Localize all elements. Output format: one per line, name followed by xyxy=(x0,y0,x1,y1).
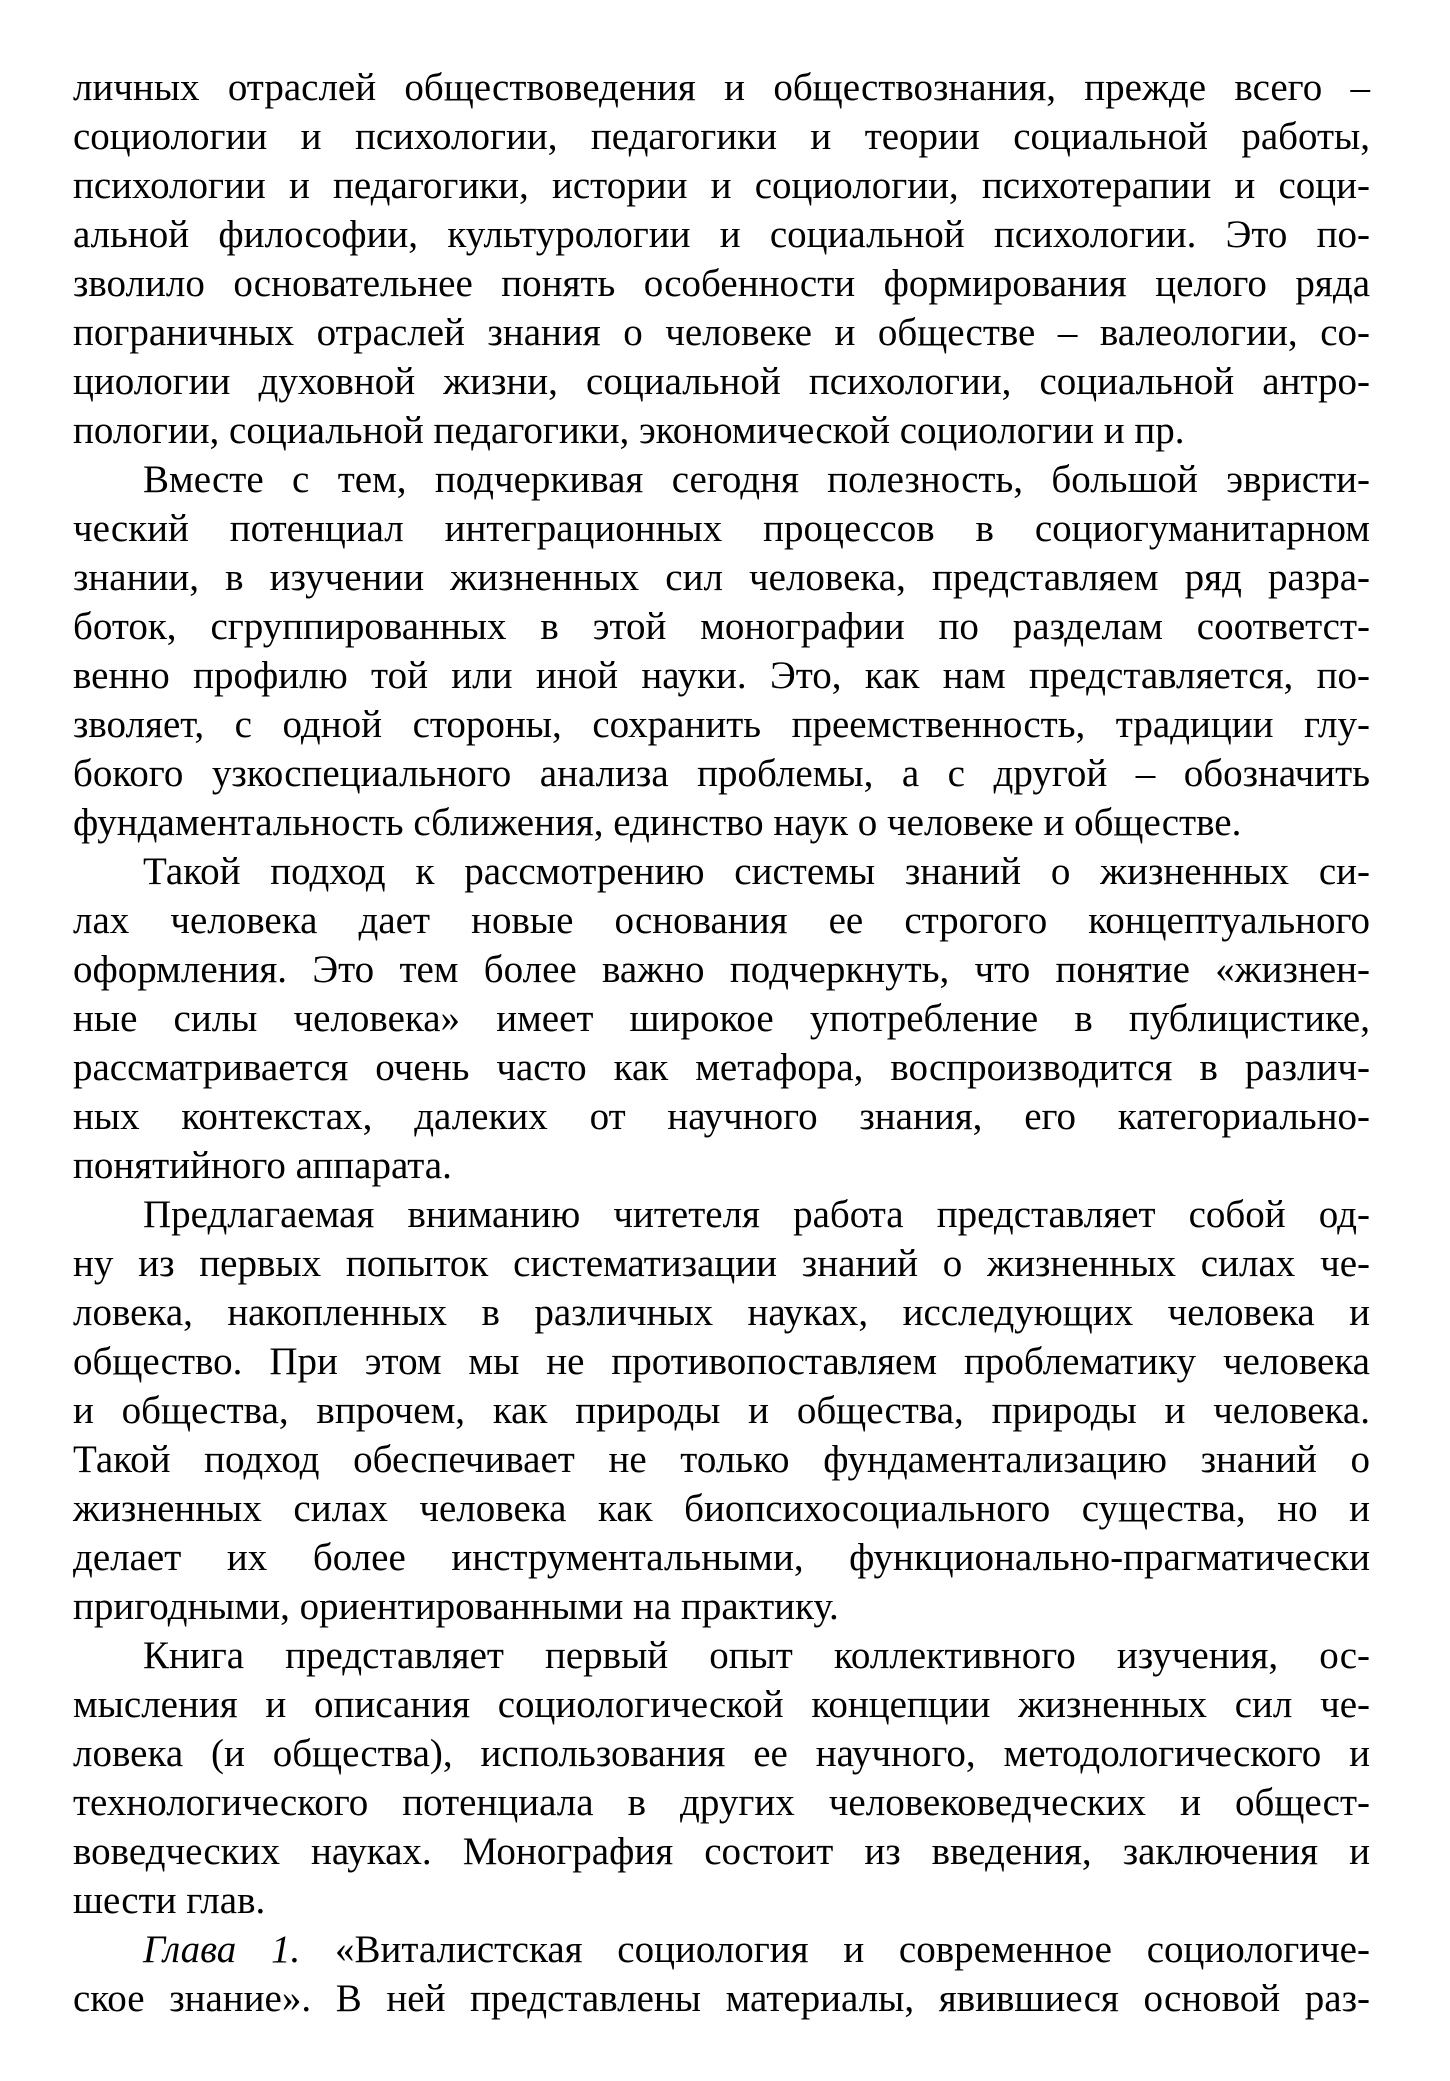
text-line: оформления. Это тем более важно подчеркнуть, что понятие «жизнен- xyxy=(73,948,1370,991)
text-line: шести глав. xyxy=(73,1879,266,1922)
text-line: ловека, накопленных в различных науках, исследующих человека и xyxy=(73,1291,1370,1334)
text-line: Предлагаемая вниманию читетеля работа представляет собой од- xyxy=(143,1193,1370,1236)
text-line xyxy=(73,1925,1370,1974)
text-line: Такой подход к рассмотрению системы знаний о жизненных си- xyxy=(143,850,1370,893)
text-line: технологического потенциала в других человековедческих и общест- xyxy=(73,1781,1370,1824)
text-line: ское знание». В ней представлены материалы, явившиеся основой раз- xyxy=(73,1977,1370,2020)
text-line: альной философии, культурологии и социальной психологии. Это по- xyxy=(73,213,1370,256)
text-line: общество. При этом мы не противопоставляем проблематику человека xyxy=(73,1340,1370,1383)
text-line: ну из первых попыток систематизации знаний о жизненных силах че- xyxy=(73,1242,1370,1285)
text-line: бокого узкоспециального анализа проблемы, а с другой – обозначить xyxy=(73,752,1370,795)
text-line: социологии и психологии, педагогики и теории социальной работы, xyxy=(73,115,1370,158)
text-line: ческий потенциал интеграционных процессов в социогуманитарном xyxy=(73,507,1370,550)
text-line: пригодными, ориентированными на практику. xyxy=(73,1585,839,1628)
text-line: ных контекстах, далеких от научного знания, его категориально- xyxy=(73,1095,1370,1138)
text-line: зволило основательнее понять особенности формирования целого ряда xyxy=(73,262,1370,305)
text-line: ловека (и общества), использования ее научного, методологического и xyxy=(73,1732,1370,1775)
text-line: воведческих науках. Монография состоит из введения, заключения и xyxy=(73,1830,1370,1873)
paragraph xyxy=(73,455,1370,847)
text-line: мысления и описания социологической концепции жизненных сил че- xyxy=(73,1683,1370,1726)
text-segment: «Виталистская социология и современное социологиче- xyxy=(300,1928,1370,1971)
text-line: психологии и педагогики, истории и социологии, психотерапии и соци- xyxy=(73,164,1370,207)
paragraph xyxy=(73,847,1370,1190)
paragraph xyxy=(73,1631,1370,1925)
text-line: личных отраслей обществоведения и обществознания, прежде всего – xyxy=(73,66,1370,109)
text-line: ные силы человека» имеет широкое употребление в публицистике, xyxy=(73,997,1370,1040)
text-line: циологии духовной жизни, социальной психологии, социальной антро- xyxy=(73,360,1370,403)
text-line: жизненных силах человека как биопсихосоциального существа, но и xyxy=(73,1487,1370,1530)
text-line: лах человека дает новые основания ее строгого концептуального xyxy=(73,899,1370,942)
paragraph xyxy=(73,1190,1370,1631)
text-line: боток, сгруппированных в этой монографии по разделам соответст- xyxy=(73,605,1370,648)
text-line: Вместе с тем, подчеркивая сегодня полезность, большой эвристи- xyxy=(143,458,1370,501)
text-line: зволяет, с одной стороны, сохранить преемственность, традиции глу- xyxy=(73,703,1370,746)
text-line: знании, в изучении жизненных сил человека, представляем ряд разра- xyxy=(73,556,1370,599)
text-line: Книга представляет первый опыт коллективного изучения, ос- xyxy=(143,1634,1370,1677)
text-line: венно профилю той или иной науки. Это, как нам представляется, по- xyxy=(73,654,1370,697)
chapter-label: Глава 1. xyxy=(143,1928,301,1971)
text-line: и общества, впрочем, как природы и общества, природы и человека. xyxy=(73,1389,1370,1432)
text-line: рассматривается очень часто как метафора, воспроизводится в различ- xyxy=(73,1046,1370,1089)
paragraph xyxy=(73,63,1370,455)
paragraph xyxy=(73,1925,1370,2023)
text-line: понятийного аппарата. xyxy=(73,1144,452,1187)
text-line: пограничных отраслей знания о человеке и обществе – валеологии, со- xyxy=(73,311,1370,354)
text-line: делает их более инструментальными, функционально-прагматически xyxy=(73,1536,1370,1579)
text-line: фундаментальность сближения, единство наук о человеке и обществе. xyxy=(73,801,1242,844)
text-line: Такой подход обеспечивает не только фундаментализацию знаний о xyxy=(73,1438,1370,1481)
page-text xyxy=(73,63,1370,2023)
text-line: пологии, социальной педагогики, экономической социологии и пр. xyxy=(73,409,1185,452)
